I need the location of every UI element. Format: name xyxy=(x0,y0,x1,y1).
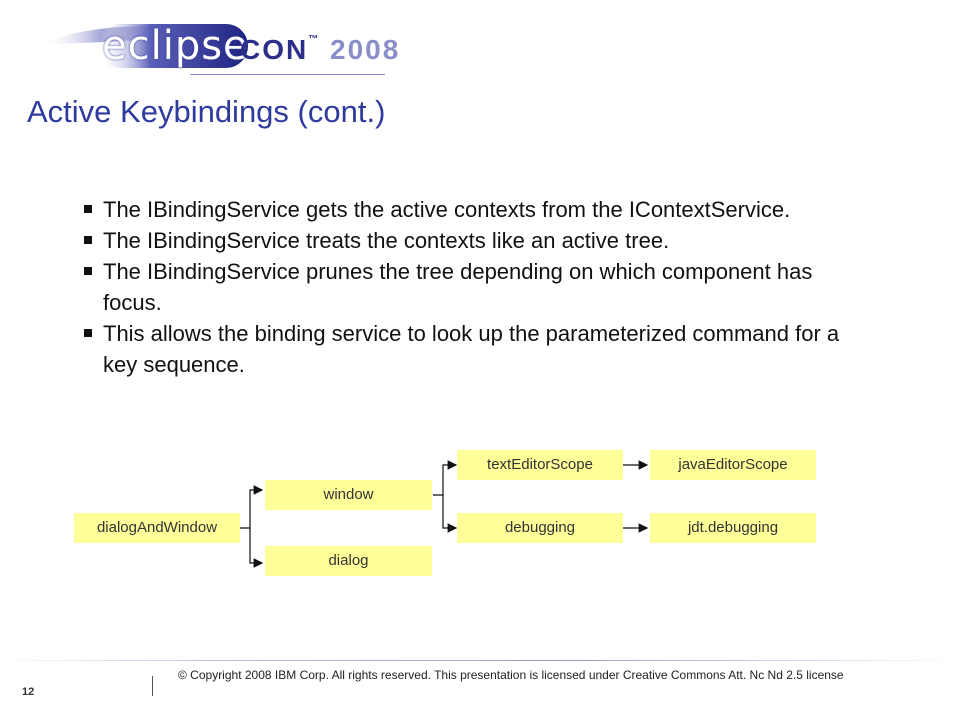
bullet-item: The IBindingService gets the active contexts from the IContextService. xyxy=(76,194,856,225)
logo-eclipse-text: eclipse xyxy=(102,23,249,69)
page-number: 12 xyxy=(22,686,35,698)
copyright-notice: © Copyright 2008 IBM Corp. All rights reserved. This presentation is licensed under Creative Commons Att. Nc Nd 2.5 license xyxy=(178,668,844,682)
connector-dialogandwindow-dialog xyxy=(250,528,262,563)
node-dialog: dialog xyxy=(265,546,432,576)
footer-divider xyxy=(0,660,960,661)
slide-title: Active Keybindings (cont.) xyxy=(27,94,386,129)
connector-window-texteditorscope xyxy=(433,465,456,495)
node-javaeditorscope: javaEditorScope xyxy=(650,450,816,480)
bullet-item: The IBindingService treats the contexts like an active tree. xyxy=(76,225,856,256)
node-texteditorscope: textEditorScope xyxy=(457,450,623,480)
node-window: window xyxy=(265,480,432,510)
bullet-item: This allows the binding service to look up the parameterized command for a key sequence. xyxy=(76,318,856,380)
footer-separator xyxy=(152,676,153,696)
node-dialogandwindow: dialogAndWindow xyxy=(74,513,240,543)
bullet-item: The IBindingService prunes the tree depending on which component has focus. xyxy=(76,256,856,318)
node-debugging: debugging xyxy=(457,513,623,543)
connector-dialogandwindow-window xyxy=(240,490,262,528)
logo-con-text: CON™ 2008 xyxy=(240,34,401,65)
node-jdtdebugging: jdt.debugging xyxy=(650,513,816,543)
connector-window-debugging xyxy=(443,495,456,528)
